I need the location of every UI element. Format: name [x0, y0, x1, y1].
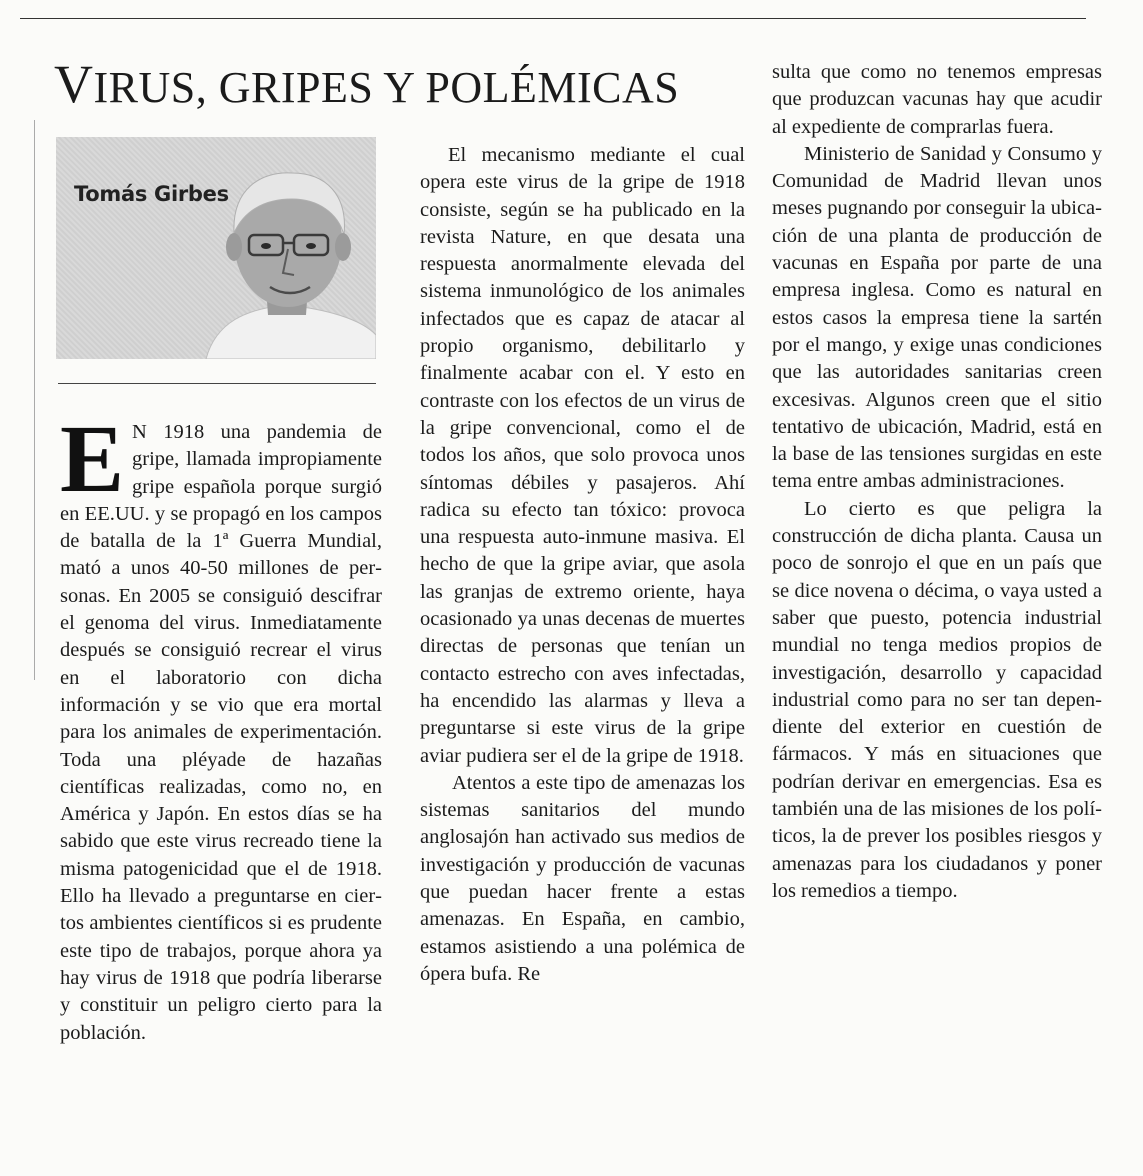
column-2: [420, 142, 745, 988]
author-name: Tomás Girbes: [74, 182, 229, 206]
column-3-paragraph-2: Lo cierto es que peligra la construcción de dicha planta. Causa un poco de sonrojo el que en un país que se dice novena o décima, o vaya usted a saber que puesto, potencia industrial mundial no tenga medios propios de investigación, desarrollo y capacidad industrial como para no ser tan dependiente del exterior en cuestión de fármacos. Y más en situaciones que podrían derivar en emergencias. Esa es también una de las misiones de los políticos, la de prever los posibles riesgos y amenazas para los ciudadanos y poner los remedios a tiempo.: [772, 497, 1102, 902]
column-3: [772, 59, 1102, 905]
drop-cap: E: [60, 405, 125, 512]
title-initial: V: [54, 54, 94, 114]
column-2-paragraph-1: El mecanismo mediante el cual opera este virus de la gripe de 1918 consiste, según se ha publicado en la revista Nature, en que desata una respuesta anormalmente elevada del sistema inmunológico de los animales infectados que es capaz de atacar al propio organismo, debilitarlo y finalmente acabar con el. Y esto en contraste con los efectos de un virus de la gripe convencional, como el de todos los años, que solo provoca unos síntomas débiles y pasajeros. Ahí radica su efecto tan tóxico: provoca una respuesta auto-inmune masiva. El hecho de que la gripe aviar, que asola las granjas de extremo oriente, haya ocasionado ya unas decenas de muertes directas de personas que tenían un contacto estrecho con aves infectadas, ha encendido las alarmas y lleva a preguntarse si este virus de la gripe aviar pudiera ser el de la gripe de 1918.: [420, 144, 745, 767]
top-rule: [20, 18, 1086, 19]
photo-rule: [58, 383, 376, 384]
author-photo: [56, 137, 376, 359]
column-1-text: N 1918 una pandemia de gripe, llamada impropiamente gripe española porque surgió en EE.UU. y se propagó en los campos de batalla de la 1ª Guerra Mundial, mató a unos 40-50 millones de personas. En 2005 se consiguió descifrar el genoma del virus. Inmediatamente después se consiguió recrear el virus en el laboratorio con dicha información y se vio que era mortal para los animales de experimentación. Toda una pléyade de hazañas científicas realizadas, como no, en América y Japón. En estos días se ha sabido que este virus recreado tiene la misma patogenicidad que el de 1918. Ello ha llevado a preguntarse en ciertos ambientes científicos si es prudente este tipo de trabajos, porque ahora ya hay virus de 1918 que podría liberarse y constituir un peligro cierto para la población.: [60, 421, 382, 1044]
column-2-paragraph-2: Atentos a este tipo de amenazas los sistemas sanitarios del mundo anglosajón han activado sus medios de investigación y producción de vacunas que puedan hacer frente a estas amenazas. En España, en cambio, estamos asistiendo a una polémica de ópera bufa. Re: [420, 771, 745, 985]
column-3-paragraph-1: Ministerio de Sanidad y Consumo y Comunidad de Madrid llevan unos meses pugnando por conseguir la ubicación de una planta de producción de vacunas en España por parte de una empresa inglesa. Como es natural en estos casos la empresa tiene la sartén por el mango, y exige unas condiciones que las autoridades sanitarias creen excesivas. Algunos creen que el sitio tentativo de ubicación, Madrid, está en la base de las tensiones surgidas en este tema entre ambas administraciones.: [772, 142, 1102, 493]
left-margin-rule: [34, 120, 35, 680]
title-rest: IRUS, GRIPES Y POLÉMICAS: [93, 63, 680, 112]
author-portrait-image: [56, 137, 376, 359]
column-1: [60, 405, 382, 1047]
article-title: [54, 52, 754, 120]
column-3-paragraph-0: sulta que como no tenemos empresas que produzcan vacunas hay que acudir al expediente de comprarlas fuera.: [772, 61, 1102, 138]
